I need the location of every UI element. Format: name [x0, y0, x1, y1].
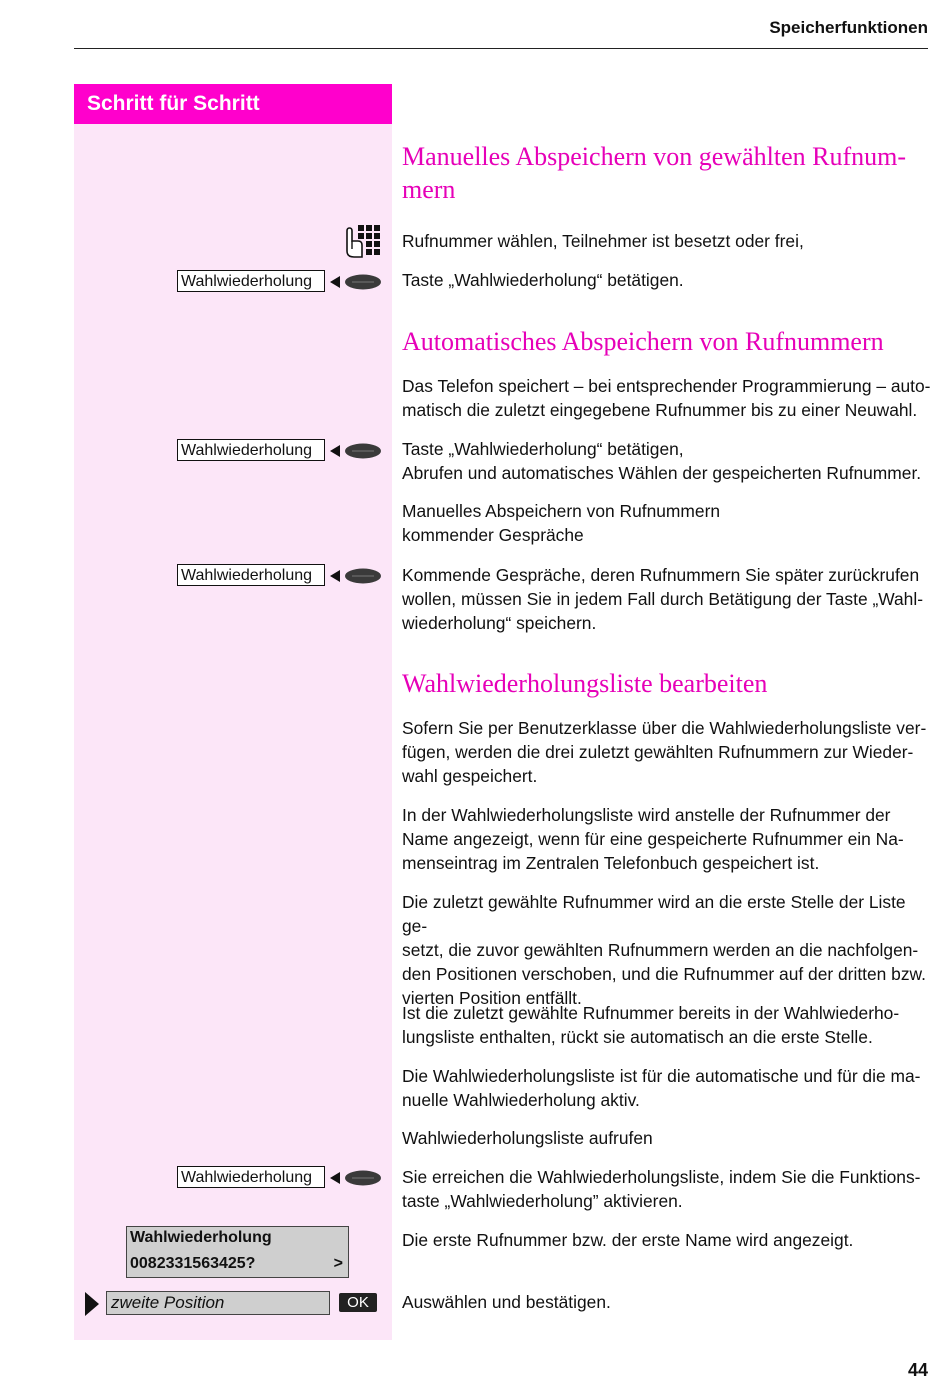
ok-button[interactable]: OK [339, 1293, 377, 1312]
key-label-wahlwiederholung: Wahlwiederholung [177, 564, 325, 586]
function-key-button[interactable] [330, 442, 382, 460]
keypad-icon [344, 223, 380, 259]
paragraph: Kommende Gespräche, deren Rufnummern Sie später zurückrufen wollen, müssen Sie in jedem Fall durch Betätigung der Taste „Wahl- wiederholung“ speichern. [402, 565, 924, 633]
paragraph: Sie erreichen die Wahlwiederholungsliste, indem Sie die Funktions- taste „Wahlwiederholung” aktivieren. [402, 1167, 921, 1211]
section-heading-automatic-storage: Automatisches Abspeichern von Rufnummern [402, 327, 884, 356]
paragraph: Das Telefon speichert – bei entsprechender Programmierung – auto- matisch die zuletzt eingegebene Rufnummer bis zu einer Neuwahl. [402, 376, 931, 420]
phone-display [126, 1226, 349, 1278]
section-heading-manual-storage: Manuelles Abspeichern von gewählten Rufnum- mern [402, 142, 906, 204]
paragraph: Wahlwiederholungsliste aufrufen [402, 1128, 653, 1148]
paragraph: Auswählen und bestätigen. [402, 1292, 611, 1312]
paragraph: In der Wahlwiederholungsliste wird anstelle der Rufnummer der Name angezeigt, wenn für eine gespeicherte Rufnummer ein Na- menseintrag im Zentralen Telefonbuch gespeichert ist. [402, 805, 904, 873]
paragraph: Die erste Rufnummer bzw. der erste Name wird angezeigt. [402, 1230, 854, 1250]
select-arrow-icon[interactable] [85, 1292, 99, 1316]
sidebar-title: Schritt für Schritt [74, 84, 392, 124]
display-line-1: Wahlwiederholung [130, 1229, 272, 1246]
page-number: 44 [907, 1360, 928, 1380]
key-label-wahlwiederholung: Wahlwiederholung [177, 1166, 325, 1188]
key-label-wahlwiederholung: Wahlwiederholung [177, 270, 325, 292]
paragraph: Taste „Wahlwiederholung“ betätigen, Abrufen und automatisches Wählen der gespeicherten Rufnummer. [402, 439, 922, 483]
function-key-button[interactable] [330, 567, 382, 585]
running-header: Speicherfunktionen [769, 18, 928, 37]
key-label-wahlwiederholung: Wahlwiederholung [177, 439, 325, 461]
select-option-box[interactable]: zweite Position [106, 1291, 330, 1315]
function-key-button[interactable] [330, 273, 382, 291]
paragraph: Rufnummer wählen, Teilnehmer ist besetzt oder frei, [402, 231, 804, 251]
paragraph: Die Wahlwiederholungsliste ist für die automatische und für die ma- nuelle Wahlwiederholung aktiv. [402, 1066, 921, 1110]
paragraph: Sofern Sie per Benutzerklasse über die Wahlwiederholungsliste ver- fügen, werden die drei zuletzt gewählten Rufnummern zur Wieder- wahl gespeichert. [402, 718, 927, 786]
header-rule [74, 48, 928, 49]
section-heading-redial-list: Wahlwiederholungsliste bearbeiten [402, 669, 768, 698]
paragraph: Manuelles Abspeichern von Rufnummern kommender Gespräche [402, 501, 721, 545]
display-arrow: > [333, 1255, 343, 1272]
paragraph: Taste „Wahlwiederholung“ betätigen. [402, 270, 684, 290]
function-key-button[interactable] [330, 1169, 382, 1187]
display-line-2: 0082331563425? [130, 1255, 256, 1272]
paragraph: Ist die zuletzt gewählte Rufnummer bereits in der Wahlwiederho- lungsliste enthalten, rückt sie automatisch an die erste Stelle. [402, 1003, 900, 1047]
paragraph: Die zuletzt gewählte Rufnummer wird an die erste Stelle der Liste ge- setzt, die zuvor gewählten Rufnummern werden an die nachfolgen- den Positionen verschoben, und die Rufnummer auf der dritten bzw. vierten Position entfällt. [402, 892, 926, 1008]
